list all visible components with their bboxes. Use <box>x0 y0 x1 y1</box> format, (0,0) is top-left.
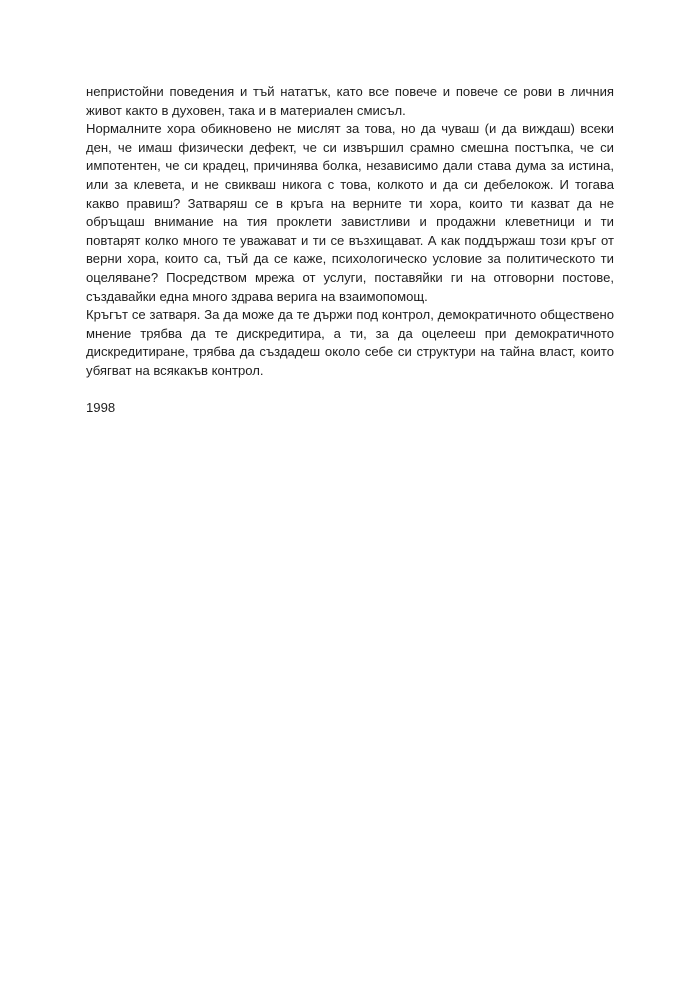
paragraph-3: Кръгът се затваря. За да може да те държи под контрол, демократичното обществено мнение трябва да те дискредитира, а ти, за да оцелееш при демократичното дискредитиране, трябва да създадеш около себе си структури на тайна власт, които убягват на всякакъв контрол. <box>86 307 614 378</box>
year-label: 1998 <box>86 400 116 416</box>
paragraph-2: Нормалните хора обикновено не мислят за това, но да чуваш (и да виждаш) всеки ден, че имаш физически дефект, че си извършил срамно смешна постъпка, че си импотентен, че си крадец, причинява болка, независимо дали става дума за истина, или за клевета, и не свикваш никога с това, колкото и да си дебелокож. И тогава какво правиш? Затваряш се в кръга на верните ти хора, които ти казват да не обръщаш внимание на тия проклети завистливи и продажни клеветници и ти повтарят колко много те уважават и ти се възхищават. А как поддържаш този кръг от верни хора, които са, тъй да се каже, психологическо условие за политическото ти оцеляване? Посредством мрежа от услуги, поставяйки ги на отговорни постове, създавайки една много здрава верига на взаимопомощ. <box>86 121 614 304</box>
paragraph-1: непристойни поведения и тъй нататък, като все повече и повече се рови в личния живот както в духовен, така и в материален смисъл. <box>86 84 614 118</box>
body-text <box>86 83 614 418</box>
